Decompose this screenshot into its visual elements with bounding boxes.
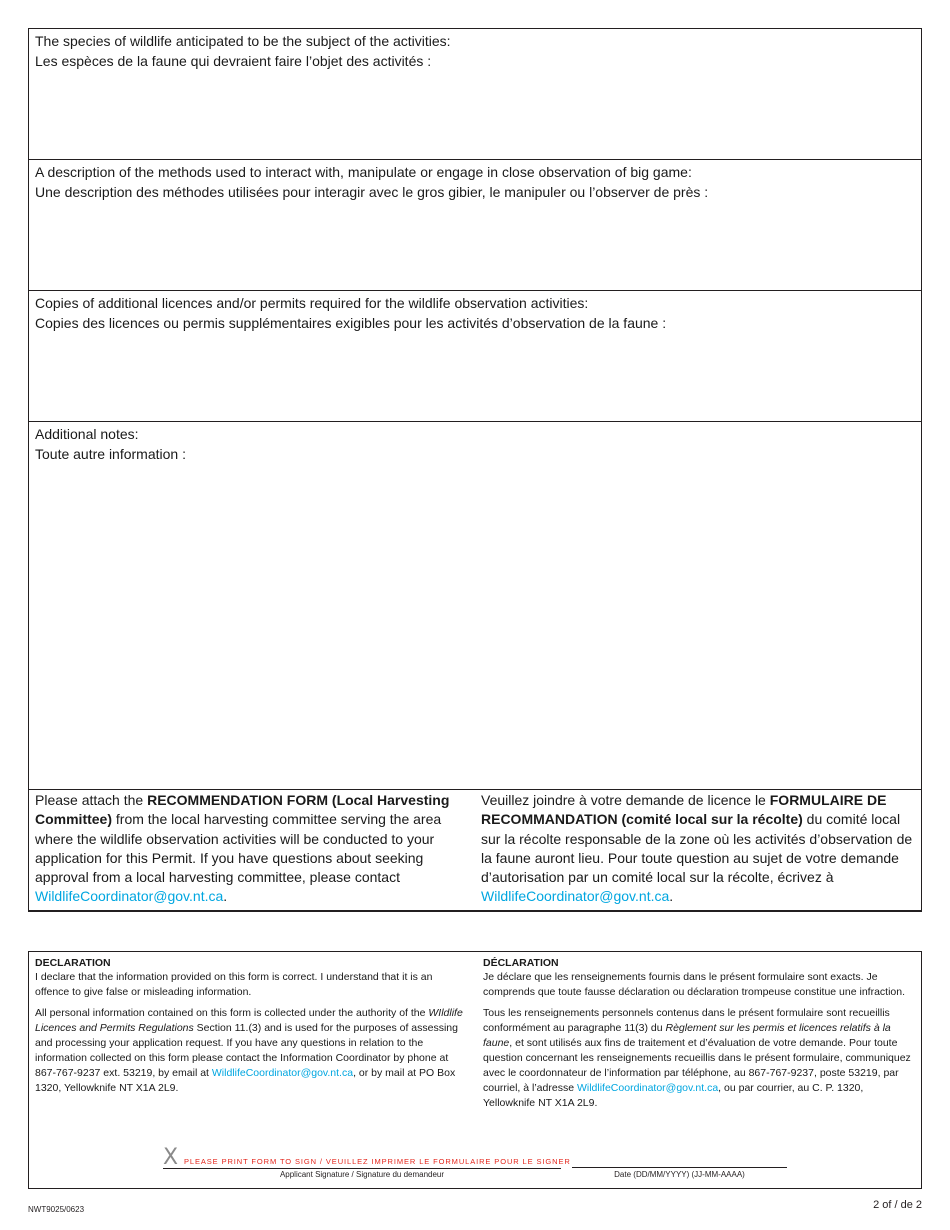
declaration-fr-email-link[interactable]: WildlifeCoordinator@gov.nt.ca (576, 1082, 719, 1094)
declaration-p2-fr-end: , ou par courrier, au C. P. 1320, Yellowknife NT X1A 2L9. (483, 1082, 864, 1109)
methods-label-en: A description of the methods used to interact with, manipulate or engage in close observation of big game: (35, 164, 692, 180)
declaration-p2-en-mid: Section 11.(3) and is used for the purposes of assessing and processing your application request. If you have any questions in relation to the information collected on this form please contact the Information Coordinator by phone at 867-767-9237 ext. 53219, by email at (35, 1022, 458, 1079)
declaration-fr (475, 957, 915, 1117)
signature-line (163, 1168, 561, 1169)
notes-label-en: Additional notes: (35, 426, 139, 442)
declaration-p1-fr: Je déclare que les renseignements fournis dans le présent formulaire sont exacts. Je comprends que toute fausse déclaration ou déclaration trompeuse constitue une infraction. (483, 971, 906, 998)
species-field[interactable] (29, 29, 921, 160)
declaration-p2-en-italic: WIldlife Licences and Permits Regulations (35, 1007, 463, 1034)
attach-instructions (29, 790, 921, 910)
attach-en-email-link[interactable]: WildlifeCoordinator@gov.nt.ca (35, 888, 224, 905)
declaration-p2-en (35, 1006, 467, 1096)
form-code: NWT9025/0623 (28, 1205, 85, 1214)
declaration-p1-en: I declare that the information provided on this form is correct. I understand that it is an offence to give false or misleading information. (35, 971, 433, 998)
attach-instructions-en (29, 790, 475, 910)
declaration-en-email-link[interactable]: WildlifeCoordinator@gov.nt.ca (211, 1067, 354, 1079)
signature-x-icon: X (163, 1145, 179, 1170)
attach-en-post: from the local harvesting committee serving the area where the wildlife observation activities will be conducted to your application for this Permit. If you have questions about seeking approval from a local harvesting committee, please contact (35, 811, 442, 886)
attach-fr-bold: FORMULAIRE DE RECOMMANDATION (comité local sur la récolte) (481, 792, 887, 828)
signature-print-notice: PLEASE PRINT FORM TO SIGN / VEUILLEZ IMPRIMER LE FORMULAIRE POUR LE SIGNER (184, 1157, 571, 1166)
notes-field[interactable] (29, 422, 921, 790)
date-line (572, 1167, 787, 1168)
methods-field[interactable] (29, 160, 921, 291)
attach-fr-email-link[interactable]: WildlifeCoordinator@gov.nt.ca (481, 888, 670, 905)
form-table (28, 28, 922, 912)
declaration-p2-fr (483, 1006, 915, 1111)
copies-label-en: Copies of additional licences and/or permits required for the wildlife observation activities: (35, 295, 589, 311)
species-label-fr: Les espèces de la faune qui devraient faire l’objet des activités : (35, 52, 432, 69)
species-label-en: The species of wildlife anticipated to be the subject of the activities: (35, 33, 451, 49)
declaration-title-en: DECLARATION (35, 957, 111, 969)
declaration-p2-en-pre: All personal information contained on this form is collected under the authority of the (35, 1007, 429, 1019)
declaration-p2-fr-italic: Règlement sur les permis et licences relatifs à la faune (483, 1022, 891, 1049)
attach-en-bold: RECOMMENDATION FORM (Local Harvesting Committee) (35, 792, 450, 828)
copies-field[interactable] (29, 291, 921, 422)
methods-label-fr: Une description des méthodes utilisées pour interagir avec le gros gibier, le manipuler ou l’observer de près : (35, 183, 709, 200)
declaration-en (35, 957, 475, 1117)
attach-fr-post: du comité local sur la récolte responsable de la zone où les activités d’observation de la faune auront lieu. Pour toute question au sujet de votre demande d’autorisation par un comité local sur la récolte, écrivez à (481, 811, 913, 886)
attach-fr-end: . (669, 888, 674, 905)
attach-en-end: . (223, 888, 228, 905)
declaration-p2-fr-mid: , et sont utilisés aux fins de traitement et d’évaluation de votre demande. Pour toute question concernant les renseignements recueillis dans le présent formulaire, communiquez avec le coordonnateur de l’information par téléphone, au 867-767-9237, poste 53219, par courriel, à l’adresse (483, 1037, 911, 1094)
attach-instructions-fr (475, 790, 921, 910)
attach-fr-pre: Veuillez joindre à votre demande de licence le (481, 792, 770, 808)
page-number: 2 of / de 2 (873, 1199, 922, 1211)
declaration-p2-en-end: , or by mail at PO Box 1320, Yellowknife NT X1A 2L9. (35, 1067, 456, 1094)
declaration-title-fr: DÉCLARATION (483, 957, 559, 969)
date-field[interactable] (572, 1167, 787, 1179)
date-label: Date (DD/MM/YYYY) (JJ-MM-AAAA) (614, 1170, 745, 1179)
copies-label-fr: Copies des licences ou permis supplémentaires exigibles pour les activités d’observation de la faune : (35, 314, 667, 331)
declaration-p2-fr-pre: Tous les renseignements personnels contenus dans le présent formulaire sont recueillis conformément au paragraphe 11(3) du (483, 1007, 890, 1034)
notes-label-fr: Toute autre information : (35, 445, 186, 462)
signature-label: Applicant Signature / Signature du demandeur (279, 1170, 445, 1179)
attach-en-pre: Please attach the (35, 792, 148, 808)
